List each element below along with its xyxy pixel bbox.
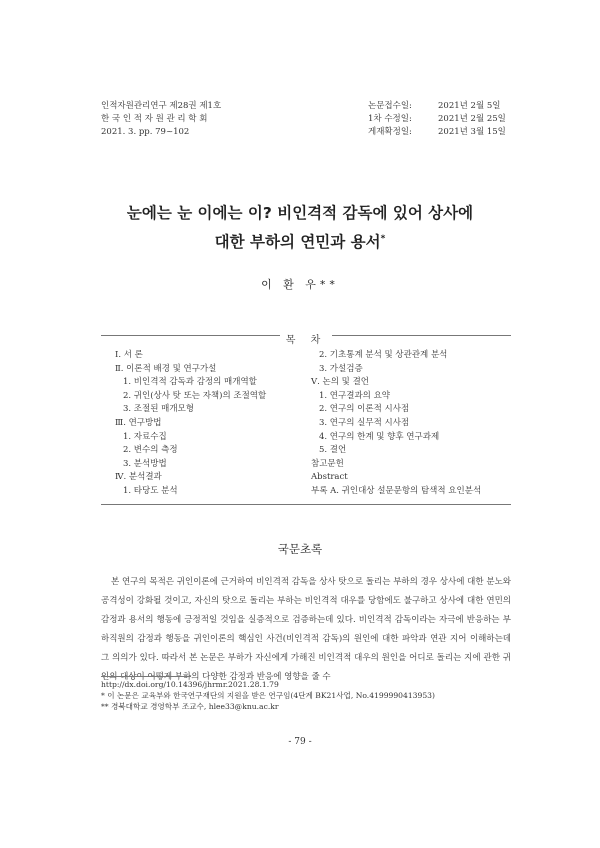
toc-item: Abstract bbox=[311, 472, 348, 483]
toc-item: 참고문헌 bbox=[311, 458, 344, 469]
toc-item: Ⅲ. 연구방법 bbox=[115, 417, 162, 428]
issue-pages: 2021. 3. pp. 79~102 bbox=[101, 127, 190, 137]
received-label: 논문접수일: bbox=[368, 101, 412, 111]
accepted-value: 2021년 3월 15일 bbox=[438, 127, 506, 137]
toc-item: 2. 귀인(상사 탓 또는 자책)의 조절역할 bbox=[123, 390, 267, 401]
received-date-row bbox=[368, 100, 508, 113]
title-line-1: 눈에는 눈 이에는 이? 비인격적 감독에 있어 상사에 bbox=[126, 204, 474, 222]
journal-name: 인적자원관리연구 제28권 제1호 bbox=[101, 101, 222, 111]
journal-info bbox=[101, 100, 221, 139]
toc-item: 3. 분석방법 bbox=[123, 458, 167, 469]
paper-title bbox=[40, 200, 560, 255]
received-value: 2021년 2월 5일 bbox=[438, 101, 501, 111]
revised-date-row bbox=[368, 113, 508, 126]
accepted-label: 게재확정일: bbox=[368, 127, 412, 137]
toc-item: 1. 비인격적 감독과 감정의 매개역할 bbox=[123, 377, 257, 388]
author-name: 이 환 우** bbox=[261, 278, 339, 291]
toc-item: Ⅱ. 이론적 배경 및 연구가설 bbox=[115, 363, 217, 374]
toc-heading bbox=[101, 328, 511, 347]
title-line-2 bbox=[40, 226, 560, 255]
accepted-date-row bbox=[368, 126, 508, 139]
title-line-2-text: 대한 부하의 연민과 용서 bbox=[214, 233, 381, 252]
dates-info bbox=[368, 100, 508, 139]
toc-item: 1. 연구결과의 요약 bbox=[319, 390, 390, 401]
toc-heading-text: 목 차 bbox=[280, 335, 333, 346]
abstract-title: 국문초록 bbox=[277, 542, 323, 556]
toc-item: Ⅰ. 서 론 bbox=[115, 350, 143, 360]
doi-link[interactable]: http://dx.doi.org/10.14396/jhrmr.2021.28.1.79 bbox=[101, 680, 279, 689]
toc-item: Ⅴ. 논의 및 결언 bbox=[311, 377, 370, 388]
toc-item: 5. 결언 bbox=[319, 445, 347, 456]
toc-right-column bbox=[311, 349, 481, 499]
revised-value: 2021년 2월 25일 bbox=[438, 114, 506, 124]
toc-item: 3. 연구의 실무적 시사점 bbox=[319, 417, 410, 428]
toc-item: 3. 가설검증 bbox=[319, 363, 363, 374]
society-name: 한 국 인 적 자 원 관 리 학 회 bbox=[101, 114, 208, 124]
toc-item: Ⅳ. 분석결과 bbox=[115, 472, 162, 483]
footnote-divider bbox=[101, 676, 191, 677]
abstract-body: 본 연구의 목적은 귀인이론에 근거하여 비인격적 감독을 상사 탓으로 돌리는 부하의 경우 상사에 대한 분노와 공격성이 강화될 것이고, 자신의 탓으로 돌리는 부하는 비인격적 대우를 당함에도 불구하고 상사에 대한 연민의 감정과 용서의 행동에 긍정적일 것임을 실증적으로 검증하는데 있다. 비인격적 감독이라는 자극에 반응하는 부하직원의 감정과 행동을 귀인이론의 핵심인 사건(비인격적 감독)의 원인에 대한 파악과 연관 지어 이해하는데 그 의의가 있다. 따라서 본 논문은 부하가 자신에게 가해진 비인격적 대우의 원인을 어디로 돌리는 지에 관한 귀인의 대상이 어떻게 부하의 다양한 감정과 반응에 영향을 줄 수 bbox=[101, 577, 511, 682]
title-footnote-mark: * bbox=[380, 234, 386, 244]
author-footnote: ** 경북대학교 경영학부 조교수, hlee33@knu.ac.kr bbox=[101, 702, 279, 711]
toc-item: 2. 기초통계 분석 및 상관관계 분석 bbox=[319, 350, 448, 360]
page-number: - 79 - bbox=[288, 737, 312, 747]
toc-left-column bbox=[115, 349, 266, 499]
toc-item: 2. 연구의 이론적 시사점 bbox=[319, 404, 410, 415]
funding-footnote: * 이 논문은 교육부와 한국연구재단의 지원을 받은 연구임(4단계 BK21사업, No.4199990413953) bbox=[101, 691, 435, 700]
revised-label: 1차 수정일: bbox=[368, 114, 412, 124]
toc-item: 1. 자료수집 bbox=[123, 431, 167, 442]
toc-item: 부록 A. 귀인대상 설문문항의 탐색적 요인분석 bbox=[311, 485, 482, 496]
toc-item: 3. 조절된 매개모형 bbox=[123, 404, 194, 415]
toc-item: 1. 타당도 분석 bbox=[123, 485, 178, 496]
toc-item: 2. 변수의 측정 bbox=[123, 445, 178, 456]
table-of-contents bbox=[101, 335, 511, 505]
toc-item: 4. 연구의 한계 및 향후 연구과제 bbox=[319, 431, 440, 442]
